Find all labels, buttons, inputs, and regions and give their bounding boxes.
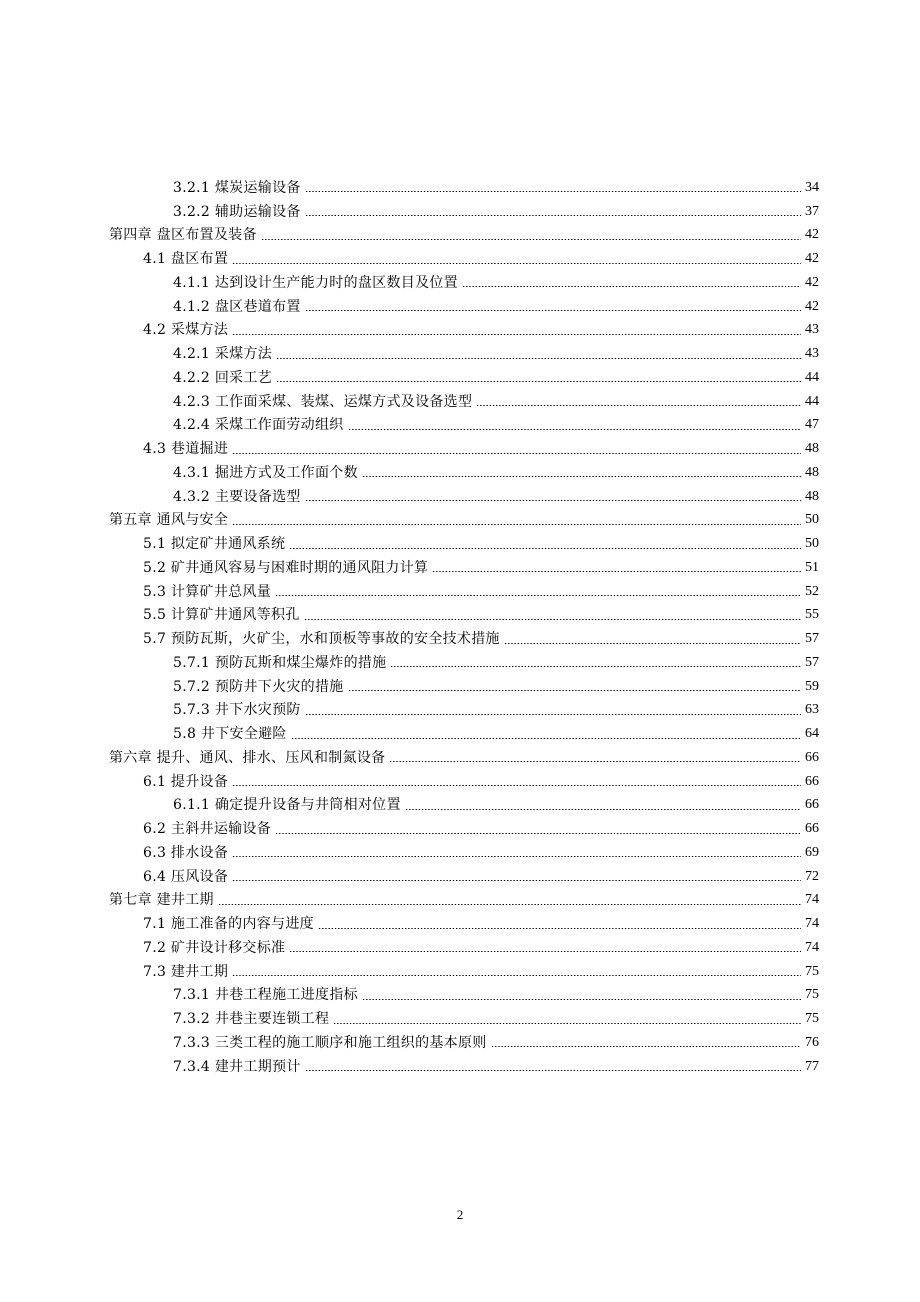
toc-entry-title: 6.4 压风设备	[143, 868, 229, 885]
toc-entry-title: 4.2.2 回采工艺	[173, 369, 273, 386]
dot-leader	[504, 643, 801, 644]
toc-entry[interactable]	[143, 817, 819, 841]
toc-entry[interactable]	[143, 960, 819, 984]
dot-leader	[304, 619, 801, 620]
toc-entry-title: 7.3.4 建井工期预计	[173, 1058, 301, 1075]
toc-row	[0, 200, 920, 224]
toc-entry[interactable]	[173, 390, 819, 414]
toc-row	[0, 794, 920, 818]
dot-leader	[305, 500, 801, 501]
dot-leader	[476, 405, 801, 406]
dot-leader	[318, 928, 801, 929]
toc-entry-page-number: 59	[805, 678, 819, 694]
toc-row	[0, 746, 920, 770]
toc-entry-page-number: 74	[805, 939, 819, 955]
toc-entry[interactable]	[173, 342, 819, 366]
toc-entry-title: 第五章 通风与安全	[109, 512, 229, 529]
dot-leader	[305, 215, 801, 216]
toc-entry-page-number: 48	[805, 441, 819, 457]
toc-entry-page-number: 74	[805, 892, 819, 908]
toc-entry-page-number: 57	[805, 654, 819, 670]
dot-leader	[405, 809, 801, 810]
page-number: 2	[456, 1207, 464, 1222]
toc-row	[0, 485, 920, 509]
toc-entry-title: 5.3 计算矿井总风量	[143, 583, 272, 600]
toc-entry[interactable]	[143, 556, 819, 580]
toc-entry-page-number: 42	[805, 227, 819, 243]
toc-entry[interactable]	[143, 627, 819, 651]
toc-row	[0, 627, 920, 651]
toc-entry-page-number: 66	[805, 773, 819, 789]
toc-entry-page-number: 74	[805, 916, 819, 932]
toc-entry-title: 7.2 矿井设计移交标准	[143, 939, 286, 956]
table-of-contents	[0, 176, 920, 1079]
toc-row	[0, 651, 920, 675]
toc-entry[interactable]	[173, 176, 819, 200]
dot-leader	[275, 833, 801, 834]
toc-entry-title: 7.3.3 三类工程的施工顺序和施工组织的基本原则	[173, 1034, 487, 1051]
toc-entry-title: 第六章 提升、通风、排水、压风和制氮设备	[109, 749, 386, 766]
toc-entry[interactable]	[143, 865, 819, 889]
toc-entry-title: 7.3 建井工期	[143, 963, 229, 980]
toc-row	[0, 461, 920, 485]
toc-entry-title: 4.1.2 盘区巷道布置	[173, 298, 301, 315]
dot-leader	[305, 191, 801, 192]
toc-entry[interactable]	[173, 1007, 819, 1031]
dot-leader	[232, 856, 801, 857]
dot-leader	[348, 690, 801, 691]
dot-leader	[232, 334, 801, 335]
toc-entry-page-number: 42	[805, 298, 819, 314]
dot-leader	[232, 524, 801, 525]
toc-entry-page-number: 34	[805, 179, 819, 195]
toc-entry-title: 5.2 矿井通风容易与困难时期的通风阻力计算	[143, 559, 429, 576]
toc-entry-title: 5.5 计算矿井通风等积孔	[143, 607, 300, 624]
toc-row	[0, 247, 920, 271]
toc-entry[interactable]	[109, 509, 819, 533]
dot-leader	[232, 880, 801, 881]
toc-entry[interactable]	[109, 224, 819, 248]
toc-entry-page-number: 75	[805, 1011, 819, 1027]
toc-entry-page-number: 77	[805, 1058, 819, 1074]
toc-entry-page-number: 66	[805, 821, 819, 837]
toc-entry-title: 4.3.1 掘进方式及工作面个数	[173, 464, 358, 481]
dot-leader	[333, 1023, 801, 1024]
toc-entry-page-number: 51	[805, 559, 819, 575]
toc-entry-title: 6.3 排水设备	[143, 844, 229, 861]
toc-row	[0, 414, 920, 438]
dot-leader	[218, 904, 801, 905]
toc-entry-page-number: 37	[805, 203, 819, 219]
toc-entry-title: 4.1.1 达到设计生产能力时的盘区数目及位置	[173, 274, 458, 291]
toc-row	[0, 722, 920, 746]
toc-row	[0, 580, 920, 604]
toc-entry-page-number: 57	[805, 631, 819, 647]
toc-entry[interactable]	[143, 604, 819, 628]
toc-entry[interactable]	[173, 200, 819, 224]
toc-entry[interactable]	[173, 651, 819, 675]
toc-row	[0, 390, 920, 414]
toc-entry-page-number: 43	[805, 322, 819, 338]
toc-entry-page-number: 52	[805, 583, 819, 599]
toc-entry-page-number: 64	[805, 726, 819, 742]
toc-entry-page-number: 44	[805, 393, 819, 409]
toc-row	[0, 1007, 920, 1031]
toc-entry-title: 6.1.1 确定提升设备与井筒相对位置	[173, 797, 401, 814]
dot-leader	[362, 999, 801, 1000]
toc-row	[0, 1031, 920, 1055]
toc-entry[interactable]	[173, 1055, 819, 1079]
toc-entry-page-number: 75	[805, 987, 819, 1003]
toc-entry-page-number: 63	[805, 702, 819, 718]
toc-row	[0, 865, 920, 889]
toc-row	[0, 960, 920, 984]
dot-leader	[348, 429, 801, 430]
toc-entry[interactable]	[173, 366, 819, 390]
toc-row	[0, 366, 920, 390]
toc-entry[interactable]	[143, 580, 819, 604]
toc-row	[0, 556, 920, 580]
toc-entry-page-number: 50	[805, 512, 819, 528]
toc-entry[interactable]	[143, 247, 819, 271]
toc-entry[interactable]	[143, 532, 819, 556]
dot-leader	[390, 666, 801, 667]
dot-leader	[305, 1070, 801, 1071]
toc-entry[interactable]	[173, 794, 819, 818]
toc-entry-page-number: 75	[805, 963, 819, 979]
dot-leader	[462, 286, 801, 287]
dot-leader	[232, 453, 801, 454]
toc-entry[interactable]	[173, 271, 819, 295]
toc-entry[interactable]	[173, 675, 819, 699]
toc-row	[0, 699, 920, 723]
toc-entry[interactable]	[143, 912, 819, 936]
toc-row	[0, 984, 920, 1008]
toc-entry-title: 4.2.4 采煤工作面劳动组织	[173, 417, 344, 434]
dot-leader	[232, 975, 801, 976]
dot-leader	[289, 951, 801, 952]
toc-entry-title: 4.2.1 采煤方法	[173, 346, 273, 363]
toc-entry-page-number: 66	[805, 749, 819, 765]
toc-row	[0, 936, 920, 960]
toc-entry[interactable]	[173, 414, 819, 438]
dot-leader	[362, 476, 801, 477]
toc-entry[interactable]	[143, 437, 819, 461]
toc-entry-title: 5.1 拟定矿井通风系统	[143, 536, 286, 553]
toc-entry[interactable]	[173, 1031, 819, 1055]
dot-leader	[491, 1046, 801, 1047]
dot-leader	[276, 358, 801, 359]
toc-entry-page-number: 42	[805, 251, 819, 267]
toc-entry-title: 4.1 盘区布置	[143, 251, 229, 268]
toc-entry-title: 5.7 预防瓦斯，火矿尘，水和顶板等事故的安全技术措施	[143, 631, 500, 648]
toc-entry[interactable]	[143, 841, 819, 865]
toc-entry-title: 5.8 井下安全避险	[173, 726, 287, 743]
toc-entry-page-number: 72	[805, 868, 819, 884]
toc-entry[interactable]	[173, 295, 819, 319]
toc-entry-title: 6.2 主斜井运输设备	[143, 821, 272, 838]
toc-entry-page-number: 48	[805, 488, 819, 504]
toc-entry[interactable]	[143, 770, 819, 794]
toc-entry-page-number: 42	[805, 274, 819, 290]
toc-entry-title: 5.7.2 预防井下火灾的措施	[173, 678, 344, 695]
toc-row	[0, 224, 920, 248]
toc-entry-title: 3.2.1 煤炭运输设备	[173, 179, 301, 196]
dot-leader	[261, 239, 801, 240]
toc-entry-page-number: 43	[805, 346, 819, 362]
toc-entry-title: 7.3.1 井巷工程施工进度指标	[173, 987, 358, 1004]
dot-leader	[291, 738, 801, 739]
toc-entry[interactable]	[173, 699, 819, 723]
toc-entry[interactable]	[173, 984, 819, 1008]
toc-row	[0, 912, 920, 936]
toc-entry-title: 4.2.3 工作面采煤、装煤、运煤方式及设备选型	[173, 393, 473, 410]
dot-leader	[276, 381, 801, 382]
toc-row	[0, 1055, 920, 1079]
toc-entry[interactable]	[109, 889, 819, 913]
toc-entry-title: 5.7.3 井下水灾预防	[173, 702, 301, 719]
toc-entry-page-number: 48	[805, 464, 819, 480]
dot-leader	[305, 714, 801, 715]
toc-row	[0, 532, 920, 556]
toc-row	[0, 271, 920, 295]
toc-entry-page-number: 44	[805, 369, 819, 385]
dot-leader	[389, 761, 801, 762]
toc-row	[0, 770, 920, 794]
toc-entry-page-number: 47	[805, 417, 819, 433]
toc-entry-title: 3.2.2 辅助运输设备	[173, 203, 301, 220]
toc-row	[0, 817, 920, 841]
toc-entry-title: 6.1 提升设备	[143, 773, 229, 790]
toc-entry-page-number: 69	[805, 844, 819, 860]
dot-leader	[305, 310, 801, 311]
toc-row	[0, 176, 920, 200]
toc-row	[0, 509, 920, 533]
toc-entry-title: 4.2 采煤方法	[143, 322, 229, 339]
toc-entry-title: 7.3.2 井巷主要连锁工程	[173, 1011, 330, 1028]
toc-entry-title: 4.3 巷道掘进	[143, 441, 229, 458]
toc-entry[interactable]	[173, 485, 819, 509]
toc-row	[0, 342, 920, 366]
dot-leader	[275, 595, 801, 596]
toc-row	[0, 437, 920, 461]
toc-entry-page-number: 76	[805, 1034, 819, 1050]
toc-row	[0, 604, 920, 628]
toc-entry-page-number: 66	[805, 797, 819, 813]
toc-entry-title: 第四章 盘区布置及装备	[109, 227, 257, 244]
toc-entry-title: 第七章 建井工期	[109, 892, 214, 909]
toc-entry[interactable]	[143, 936, 819, 960]
toc-entry[interactable]	[173, 722, 819, 746]
dot-leader	[232, 263, 801, 264]
toc-entry[interactable]	[173, 461, 819, 485]
dot-leader	[289, 548, 801, 549]
toc-entry[interactable]	[109, 746, 819, 770]
toc-row	[0, 675, 920, 699]
dot-leader	[232, 785, 801, 786]
toc-row	[0, 889, 920, 913]
toc-row	[0, 295, 920, 319]
toc-row	[0, 319, 920, 343]
toc-entry-page-number: 55	[805, 607, 819, 623]
toc-entry-title: 4.3.2 主要设备选型	[173, 488, 301, 505]
toc-entry-title: 7.1 施工准备的内容与进度	[143, 916, 314, 933]
toc-entry-title: 5.7.1 预防瓦斯和煤尘爆炸的措施	[173, 654, 387, 671]
toc-entry-page-number: 50	[805, 536, 819, 552]
toc-entry[interactable]	[143, 319, 819, 343]
dot-leader	[432, 571, 801, 572]
toc-row	[0, 841, 920, 865]
